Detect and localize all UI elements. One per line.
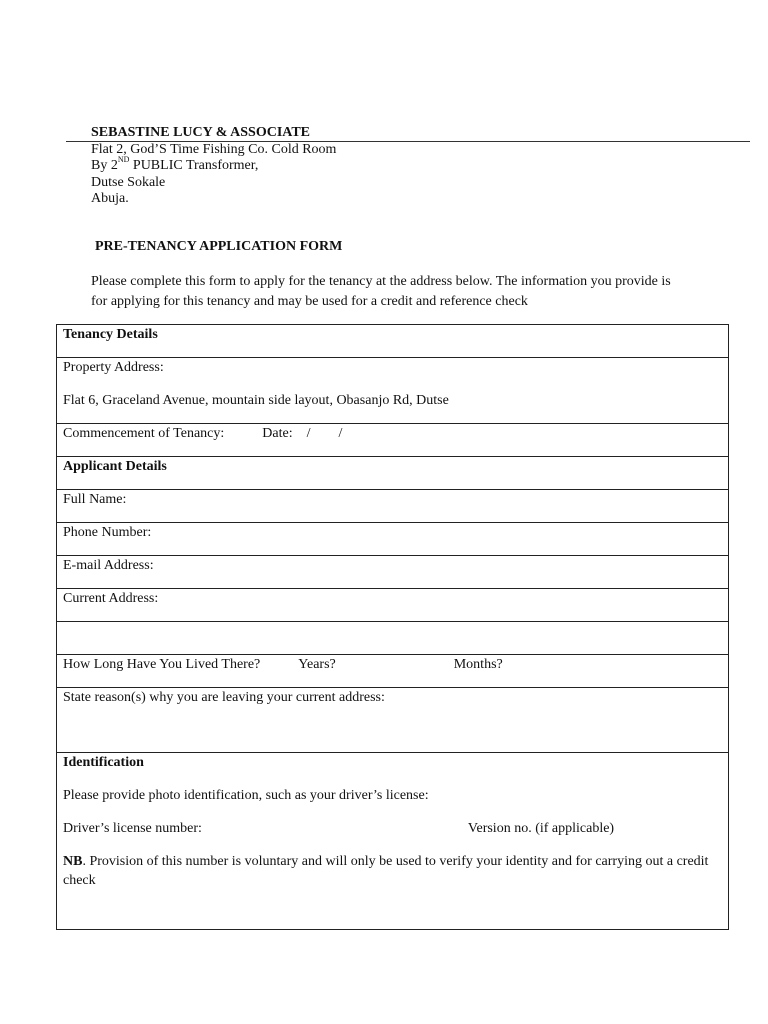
property-address-cell[interactable] bbox=[57, 358, 729, 424]
row-full-name bbox=[57, 490, 729, 523]
license-row bbox=[63, 819, 722, 838]
years-label: Years? bbox=[298, 657, 336, 672]
row-phone bbox=[57, 523, 729, 556]
row-commencement bbox=[57, 424, 729, 457]
header-divider bbox=[66, 141, 750, 142]
phone-number-cell[interactable] bbox=[57, 523, 729, 556]
identification-heading: Identification bbox=[63, 755, 144, 770]
company-address-line4: Abuja. bbox=[91, 191, 129, 206]
intro-line1: Please complete this form to apply for the tenancy at the address below. The information you provide is bbox=[91, 274, 671, 289]
row-current-address bbox=[57, 589, 729, 622]
address-line2-superscript: ND bbox=[117, 155, 130, 165]
applicant-details-heading: Applicant Details bbox=[57, 457, 729, 490]
date-slash-2: / bbox=[338, 426, 343, 441]
row-property-address bbox=[57, 358, 729, 424]
company-address-line1: Flat 2, God’S Time Fishing Co. Cold Room bbox=[91, 141, 337, 157]
full-name-label: Full Name: bbox=[63, 492, 127, 507]
intro-line2: for applying for this tenancy and may be used for a credit and reference check bbox=[91, 294, 528, 309]
row-current-address-blank bbox=[57, 622, 729, 655]
version-number-label: Version no. (if applicable) bbox=[467, 821, 615, 836]
current-address-cell[interactable] bbox=[57, 589, 729, 622]
email-address-label: E-mail Address: bbox=[63, 558, 154, 573]
date-slash-1: / bbox=[306, 426, 311, 441]
property-address-value: Flat 6, Graceland Avenue, mountain side layout, Obasanjo Rd, Dutse bbox=[63, 393, 449, 408]
nb-label: NB bbox=[63, 854, 83, 869]
leaving-reason-label: State reason(s) why you are leaving your current address: bbox=[63, 690, 385, 705]
company-address-line3: Dutse Sokale bbox=[91, 174, 166, 190]
property-address-label: Property Address: bbox=[63, 360, 164, 375]
nb-text: . Provision of this number is voluntary and will only be used to verify your identity and for carrying out a credit check bbox=[63, 854, 709, 888]
row-email bbox=[57, 556, 729, 589]
date-label: Date: bbox=[262, 426, 293, 441]
current-address-continuation-cell[interactable] bbox=[57, 622, 729, 655]
tenancy-details-heading: Tenancy Details bbox=[57, 325, 729, 358]
company-header bbox=[91, 125, 336, 208]
nb-note bbox=[63, 852, 722, 890]
application-form-table bbox=[56, 324, 729, 930]
address-line2-prefix: By 2 bbox=[91, 158, 118, 173]
row-identification bbox=[57, 753, 729, 930]
company-address-line2 bbox=[91, 155, 336, 175]
row-how-long bbox=[57, 655, 729, 688]
leaving-reason-cell[interactable] bbox=[57, 688, 729, 753]
how-long-label: How Long Have You Lived There? bbox=[63, 657, 261, 672]
row-applicant-heading bbox=[57, 457, 729, 490]
row-leaving-reason bbox=[57, 688, 729, 753]
drivers-license-label: Driver’s license number: bbox=[63, 821, 202, 836]
row-tenancy-heading bbox=[57, 325, 729, 358]
photo-id-instruction: Please provide photo identification, such as your driver’s license: bbox=[63, 788, 429, 803]
commencement-cell[interactable] bbox=[57, 424, 729, 457]
months-label: Months? bbox=[453, 657, 503, 672]
form-intro bbox=[91, 272, 691, 312]
identification-cell[interactable] bbox=[57, 753, 729, 930]
phone-number-label: Phone Number: bbox=[63, 525, 152, 540]
address-line2-suffix: PUBLIC Transformer, bbox=[129, 158, 259, 173]
how-long-cell[interactable] bbox=[57, 655, 729, 688]
full-name-cell[interactable] bbox=[57, 490, 729, 523]
current-address-label: Current Address: bbox=[63, 591, 159, 606]
form-title: PRE-TENANCY APPLICATION FORM bbox=[95, 239, 343, 254]
email-address-cell[interactable] bbox=[57, 556, 729, 589]
company-name: SEBASTINE LUCY & ASSOCIATE bbox=[91, 125, 311, 140]
commencement-label: Commencement of Tenancy: bbox=[63, 426, 225, 441]
